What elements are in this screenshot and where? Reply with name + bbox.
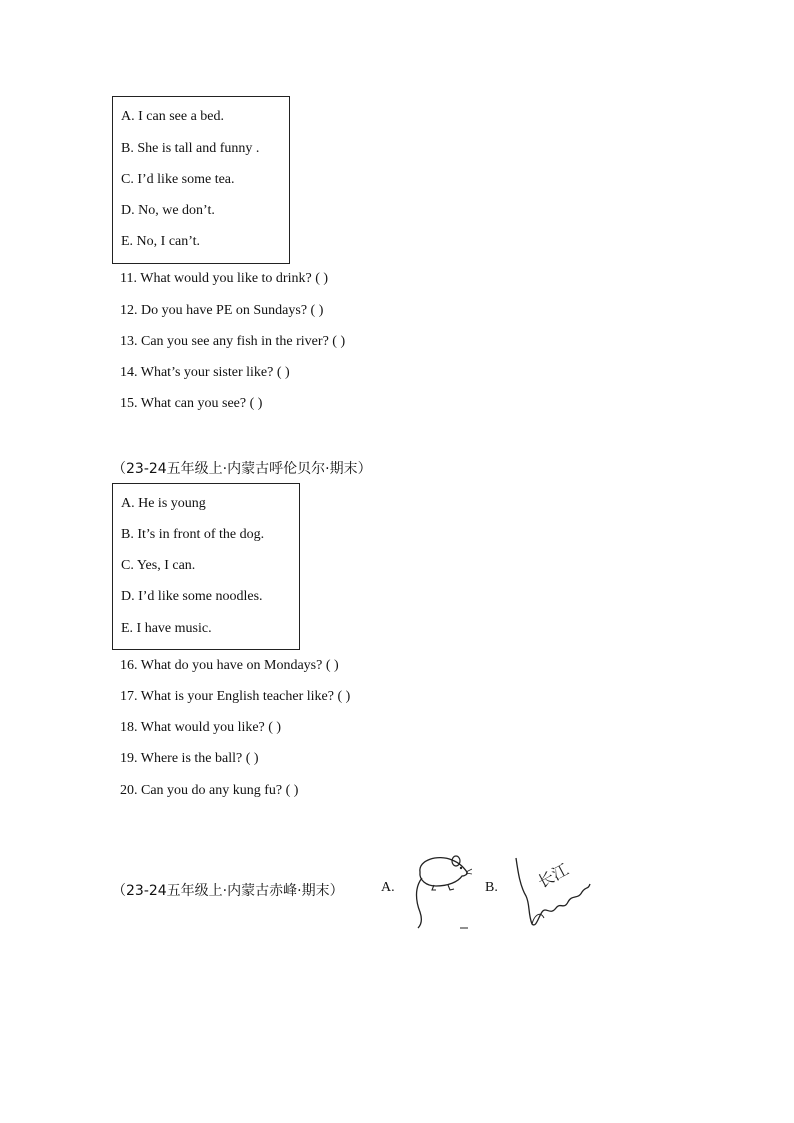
question-11: 11. What would you like to drink? ( ) <box>120 271 329 286</box>
river-name-text: 长江 <box>534 859 572 892</box>
mouse-picture <box>412 852 472 932</box>
question-19: 19. Where is the ball? ( ) <box>120 751 259 766</box>
question-20: 20. Can you do any kung fu? ( ) <box>120 783 299 798</box>
option-d: D. I’d like some noodles. <box>121 589 263 604</box>
picture-label-b: B. <box>485 880 498 895</box>
option-a: A. I can see a bed. <box>121 109 225 124</box>
question-13: 13. Can you see any fish in the river? ( ) <box>120 334 346 349</box>
question-18: 18. What would you like? ( ) <box>120 720 282 735</box>
option-b: B. It’s in front of the dog. <box>121 527 265 542</box>
options-box-2 <box>112 483 300 650</box>
question-16: 16. What do you have on Mondays? ( ) <box>120 658 339 673</box>
option-c: C. I’d like some tea. <box>121 172 235 187</box>
option-a: A. He is young <box>121 496 206 511</box>
question-17: 17. What is your English teacher like? ( ) <box>120 689 351 704</box>
yangtze-river-picture <box>512 852 592 932</box>
question-14: 14. What’s your sister like? ( ) <box>120 365 290 380</box>
options-box-1 <box>112 96 290 264</box>
question-15: 15. What can you see? ( ) <box>120 396 263 411</box>
source-label-3: （23-24五年级上·内蒙古赤峰·期末） <box>112 883 344 899</box>
option-b: B. She is tall and funny . <box>121 141 260 156</box>
picture-label-a: A. <box>381 880 395 895</box>
source-label-2: （23-24五年级上·内蒙古呼伦贝尔·期末） <box>112 461 372 477</box>
option-c: C. Yes, I can. <box>121 558 196 573</box>
option-e: E. I have music. <box>121 621 212 636</box>
question-12: 12. Do you have PE on Sundays? ( ) <box>120 303 324 318</box>
option-e: E. No, I can’t. <box>121 234 201 249</box>
option-d: D. No, we don’t. <box>121 203 215 218</box>
